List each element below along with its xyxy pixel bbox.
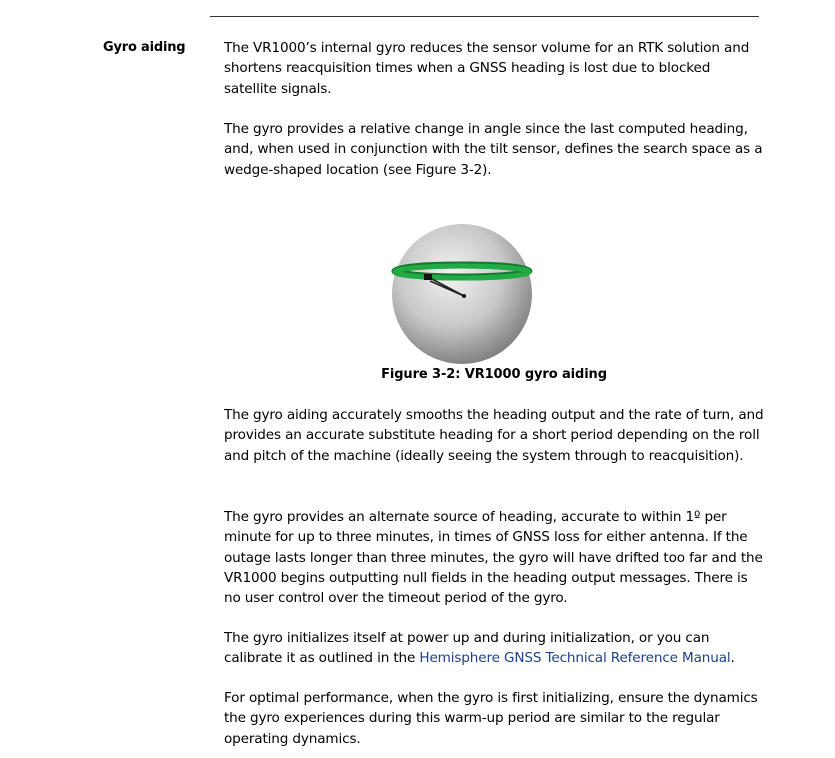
paragraph-initialization (224, 628, 764, 669)
paragraph-gyro-intro: The VR1000’s internal gyro reduces the sensor volume for an RTK solution and shortens reacquisition times when a GNSS heading is lost due to blocked satellite signals. (224, 40, 750, 97)
init-text-after: . (730, 650, 735, 667)
gyro-aiding-figure (388, 220, 536, 370)
technical-reference-manual-link[interactable]: Hemisphere GNSS Technical Reference Manual (419, 650, 731, 667)
init-text-before: The gyro initializes itself at power up and during initialization, or you can calibrate it as outlined in the (224, 630, 710, 667)
paragraph-smoothing: The gyro aiding accurately smooths the heading output and the rate of turn, and provides an accurate substitute heading for a short period depending on the roll and pitch of the machine (ideally seeing the system through to reacquisition). (224, 407, 764, 464)
sphere-wedge-diagram-icon (388, 220, 536, 370)
section-side-heading: Gyro aiding (103, 40, 186, 55)
sphere (392, 224, 532, 364)
antenna-marker (424, 274, 432, 280)
paragraph-alternate-source: The gyro provides an alternate source of heading, accurate to within 1º per minute for up to three minutes, in times of GNSS loss for either antenna. If the outage lasts longer than three minutes, the gyro will have drifted too far and the VR1000 begins outputting null fields in the heading output messages. There is no user control over the timeout period of the gyro. (224, 509, 763, 607)
figure-caption: Figure 3-2: VR1000 gyro aiding (381, 367, 607, 382)
paragraph-optimal-performance: For optimal performance, when the gyro is first initializing, ensure the dynamics the gyro experiences during this warm-up period are similar to the regular operating dynamics. (224, 690, 758, 747)
paragraph-relative-change: The gyro provides a relative change in angle since the last computed heading, and, when used in conjunction with the tilt sensor, defines the search space as a wedge-shaped location (see Figure 3-2). (224, 121, 763, 178)
header-rule (210, 16, 759, 17)
center-point (462, 294, 466, 298)
